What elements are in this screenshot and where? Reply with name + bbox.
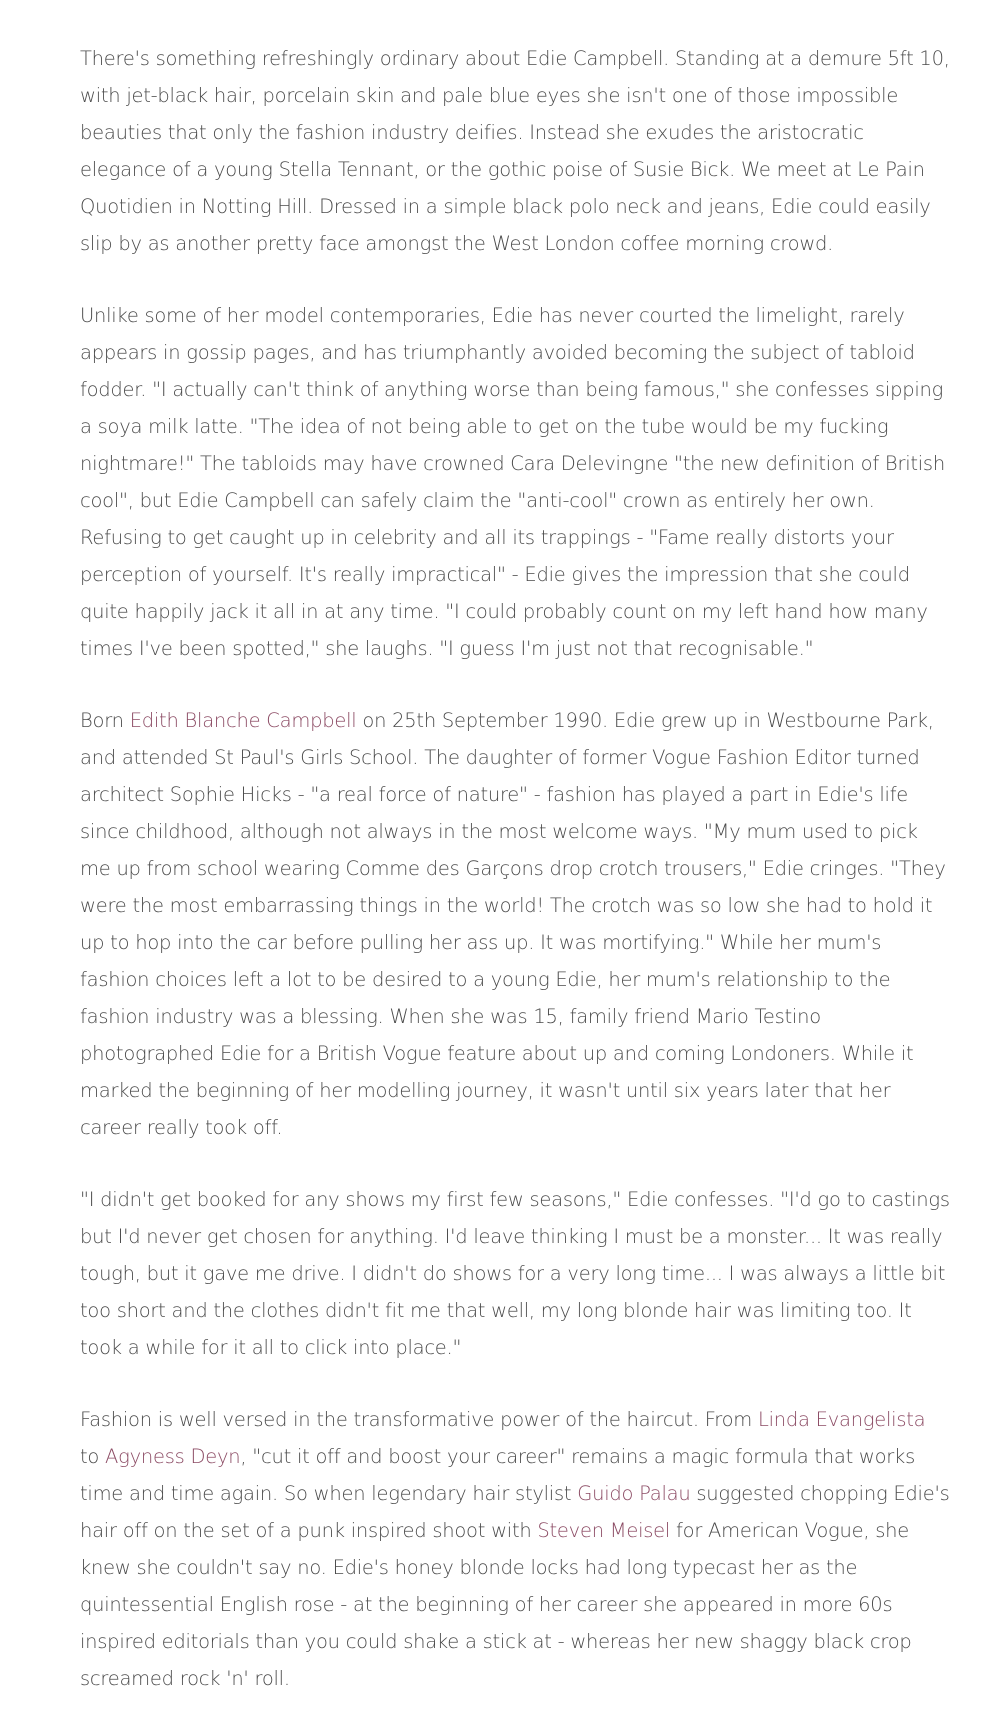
paragraph-text: Born	[80, 709, 130, 732]
link-linda-evangelista[interactable]: Linda Evangelista	[757, 1408, 926, 1431]
link-guido-palau[interactable]: Guido Palau	[577, 1482, 691, 1505]
paragraph-text: , "cut it off and boost your career" remains a magic formula that works time and time again. So when legendary hair stylist	[80, 1445, 916, 1505]
paragraph-text: for American Vogue, she knew she couldn't say no. Edie's honey blonde locks had long typecast her as the quintessential English rose - at the beginning of her career she appeared in more 60s inspired editorials than you could shake a stick at - whereas her new shaggy black crop screamed rock 'n' roll.	[80, 1519, 912, 1690]
paragraph-intro: There's something refreshingly ordinary about Edie Campbell. Standing at a demure 5ft 10, with jet-black hair, porcelain skin and pale blue eyes she isn't one of those impossible beauties that only the fashion industry deifies. Instead she exudes the aristocratic elegance of a young Stella Tennant, or the gothic poise of Susie Bick. We meet at Le Pain Quotidien in Notting Hill. Dressed in a simple black polo neck and jeans, Edie could easily slip by as another pretty face amongst the West London coffee morning crowd.	[80, 47, 950, 255]
paragraph-text: Fashion is well versed in the transformative power of the haircut. From	[80, 1408, 758, 1431]
article-body	[80, 40, 950, 1732]
paragraph-castings: "I didn't get booked for any shows my first few seasons," Edie confesses. "I'd go to castings but I'd never get chosen for anything. I'd leave thinking I must be a monster... It was really tough, but it gave me drive. I didn't do shows for a very long time... I was always a little bit too short and the clothes didn't fit me that well, my long blonde hair was limiting too. It took a while for it all to click into place."	[80, 1188, 950, 1359]
paragraph-fame: Unlike some of her model contemporaries, Edie has never courted the limelight, rarely appears in gossip pages, and has triumphantly avoided becoming the subject of tabloid fodder. "I actually can't think of anything worse than being famous," she confesses sipping a soya milk latte. "The idea of not being able to get on the tube would be my fucking nightmare!" The tabloids may have crowned Cara Delevingne "the new definition of British cool", but Edie Campbell can safely claim the "anti-cool" crown as entirely her own. Refusing to get caught up in celebrity and all its trappings - "Fame really distorts your perception of yourself. It's really impractical" - Edie gives the impression that she could quite happily jack it all in at any time. "I could probably count on my left hand how many times I've been spotted," she laughs. "I guess I'm just not that recognisable."	[80, 304, 945, 660]
paragraph-early-life	[80, 702, 950, 1146]
paragraph-text: suggested chopping Edie's hair off on the set of a punk inspired shoot with	[80, 1482, 950, 1542]
link-agyness-deyn[interactable]: Agyness Deyn	[105, 1445, 241, 1468]
paragraph-text: to	[80, 1445, 106, 1468]
paragraph-haircut	[80, 1401, 950, 1697]
link-steven-meisel[interactable]: Steven Meisel	[537, 1519, 671, 1542]
link-edith-blanche-campbell[interactable]: Edith Blanche Campbell	[129, 709, 357, 732]
paragraph-text: on 25th September 1990. Edie grew up in Westbourne Park, and attended St Paul's Girls School. The daughter of former Vogue Fashion Editor turned architect Sophie Hicks - "a real force of nature" - fashion has played a part in Edie's life since childhood, although not always in the most welcome ways. "My mum used to pick me up from school wearing Comme des Garçons drop crotch trousers," Edie cringes. "They were the most embarrassing things in the world! The crotch was so low she had to hold it up to hop into the car before pulling her ass up. It was mortifying." While her mum's fashion choices left a lot to be desired to a young Edie, her mum's relationship to the fashion industry was a blessing. When she was 15, family friend Mario Testino photographed Edie for a British Vogue feature about up and coming Londoners. While it marked the beginning of her modelling journey, it wasn't until six years later that her career really took off.	[80, 709, 946, 1139]
